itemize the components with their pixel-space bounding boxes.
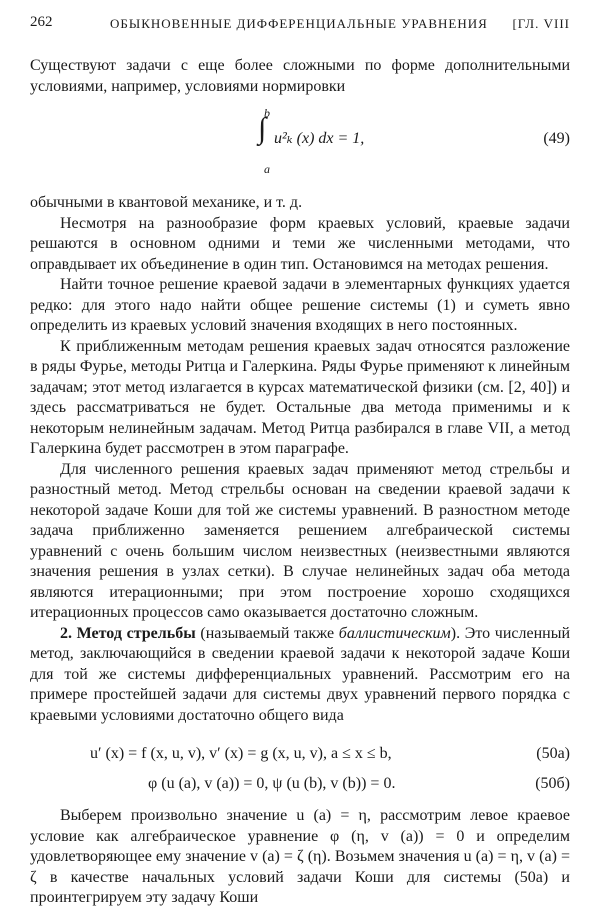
equation-number-50b: (50б) — [535, 775, 570, 792]
section-heading: 2. Метод стрельбы — [60, 624, 196, 642]
paragraph-6 — [30, 624, 570, 727]
paragraph-5: Для численного решения краевых задач применяют метод стрельбы и разностный метод. Метод стрельбы основан на сведении краевой задачи к некоторой задаче Коши для той же системы уравнений. В разностном методе задача приближенно заменяется решением алгебраической системы уравнений с очень большим числом неизвестных (неизвестными являются значения решения в узлах сетки). В случае нелинейных задач оба метода являются итерационными; при этом построение хорошо сходящихся итерационных процессов само оказывается достаточно сложным. — [30, 460, 570, 621]
page-body — [30, 56, 570, 909]
paragraph-7: Выберем произвольно значение u (a) = η, рассмотрим левое краевое условие как алгебраическое уравнение φ (η, v (a)) = 0 и определим удовлетворяющее ему значение v (a) = ζ (η). Возьмем значения u (a) = η, v (a) = ζ в качестве начальных условий задачи Коши для системы (50а) и проинтегрируем эту задачу Коши — [30, 807, 570, 906]
paragraph-6-pre: (называемый также — [195, 624, 339, 642]
lower-limit: a — [264, 162, 270, 176]
upper-limit: b — [264, 106, 270, 120]
paragraph-6-post: ). Это численный метод, заключающийся в сведении краевой задачи к некоторой задаче Коши для той же системы дифференциальных уравнений. Рассмотрим его на примере простейшей задачи для системы двух уравнений первого порядка с краевыми условиями достаточно общего вида — [30, 624, 571, 724]
paragraph-1: Существуют задачи с еще более сложными по форме дополнительными условиями, например, условиями нормировки — [30, 57, 570, 95]
equation-50b: φ (u (a), v (a)) = 0, ψ (u (b), v (b)) = 0. — [148, 775, 396, 792]
page-header — [30, 14, 570, 38]
equation-50a: u′ (x) = f (x, u, v), v′ (x) = g (x, u, v), a ≤ x ≤ b, — [90, 745, 392, 762]
paragraph-4: К приближенным методам решения краевых задач относятся разложение в ряды Фурье, методы Ритца и Галеркина. Ряды Фурье применяют к линейным задачам; этот метод излагается в курсах математической физики (см. [2, 40]) и здесь рассматриваться не будет. Остальные два метода применимы и к некоторым нелинейным задачам. Метод Ритца разбирался в главе VII, а метод Галеркина будет рассмотрен в этом параграфе. — [30, 337, 570, 457]
equation-50 — [30, 736, 570, 806]
paragraph-1-tail: обычными в квантовой механике, и т. д. — [30, 194, 303, 211]
page-number: 262 — [30, 14, 53, 30]
integrand: u²ₖ (x) dx = 1, — [274, 130, 365, 147]
running-title: ОБЫКНОВЕННЫЕ ДИФФЕРЕНЦИАЛЬНЫЕ УРАВНЕНИЯ — [110, 16, 488, 31]
equation-number-49: (49) — [543, 130, 570, 147]
equation-number-50a: (50а) — [536, 745, 570, 762]
chapter-label: [ГЛ. VIII — [512, 16, 570, 31]
equation-49 — [30, 97, 570, 193]
paragraph-2: Несмотря на разнообразие форм краевых условий, краевые задачи решаются в основном одними и теми же численными методами, что оправдывает их объединение в один тип. Остановимся на методах решения. — [30, 214, 570, 273]
paragraph-6-emphasis: баллистическим — [338, 624, 451, 642]
paragraph-3: Найти точное решение краевой задачи в элементарных функциях удается редко: для этого надо найти общее решение системы (1) и суметь явно определить из краевых условий значения входящих в него постоянных. — [30, 276, 570, 334]
integral-sign: ∫ — [258, 112, 267, 145]
